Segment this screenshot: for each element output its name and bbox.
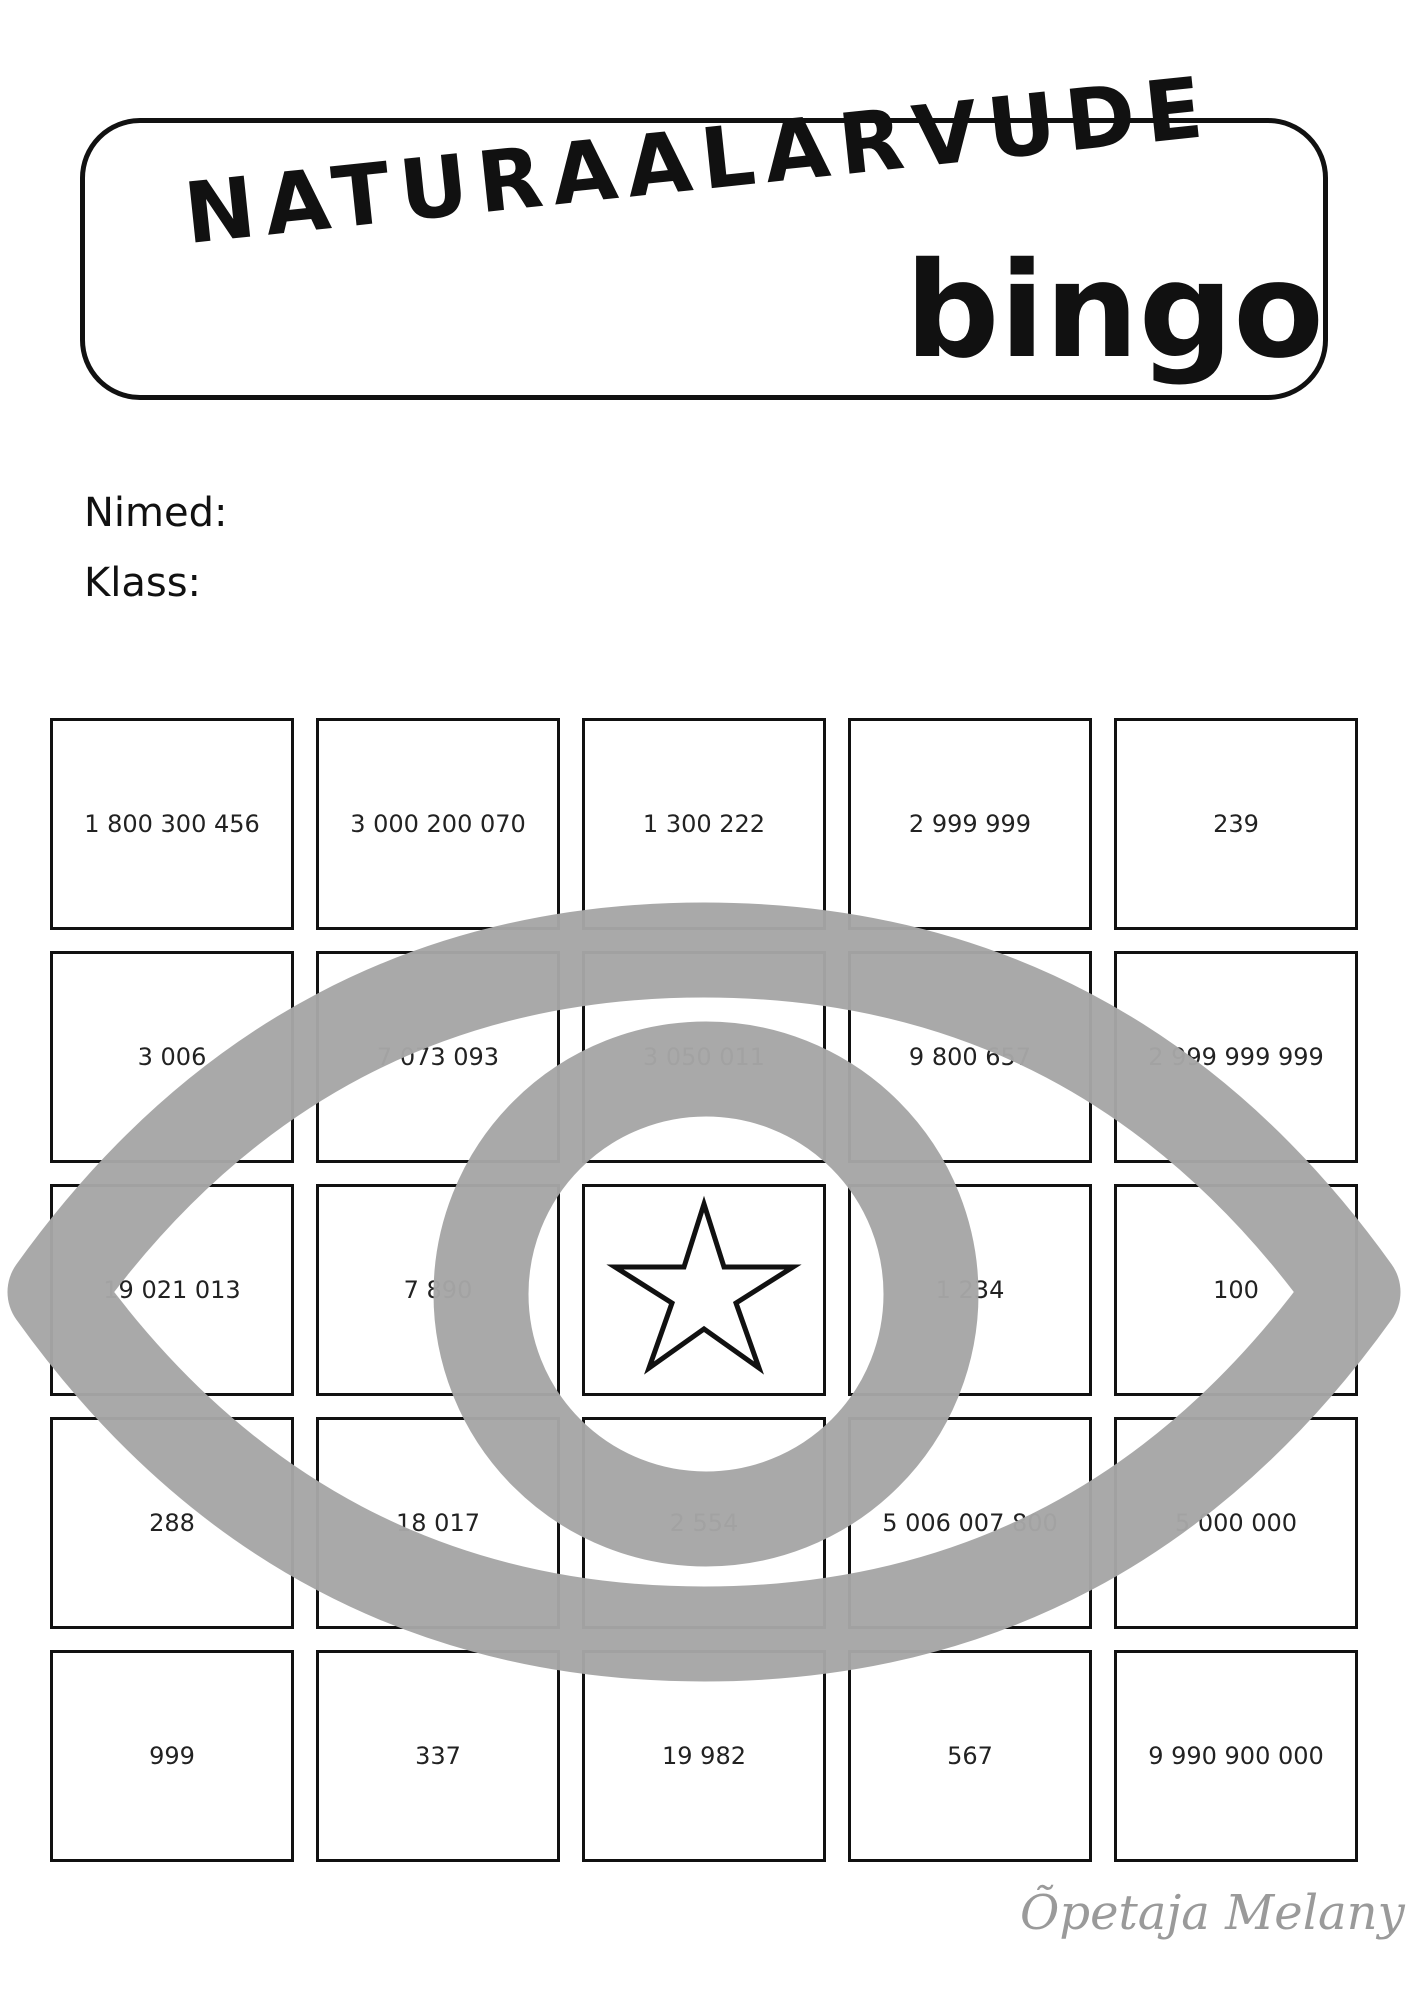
bingo-cell bbox=[1114, 1417, 1358, 1629]
cell-number: 567 bbox=[947, 1742, 993, 1770]
bingo-cell bbox=[50, 718, 294, 930]
bingo-cell bbox=[582, 1650, 826, 1862]
bingo-cell bbox=[848, 718, 1092, 930]
bingo-cell bbox=[1114, 1184, 1358, 1396]
bingo-cell bbox=[582, 951, 826, 1163]
cell-number: 1 800 300 456 bbox=[84, 810, 260, 838]
cell-number: 3 006 bbox=[137, 1043, 207, 1071]
bingo-cell bbox=[1114, 718, 1358, 930]
names-label: Nimed: bbox=[84, 490, 228, 536]
bingo-cell bbox=[1114, 1650, 1358, 1862]
cell-number: 2 999 999 999 bbox=[1148, 1043, 1324, 1071]
cell-number: 5 006 007 800 bbox=[882, 1509, 1058, 1537]
cell-number: 19 982 bbox=[662, 1742, 746, 1770]
bingo-cell bbox=[50, 1650, 294, 1862]
cell-number: 9 800 657 bbox=[908, 1043, 1032, 1071]
bingo-cell bbox=[316, 1417, 560, 1629]
title-line2: bingo bbox=[905, 234, 1324, 388]
bingo-cell bbox=[848, 1417, 1092, 1629]
cell-number: 2 999 999 bbox=[908, 810, 1032, 838]
cell-number: 18 017 bbox=[396, 1509, 480, 1537]
bingo-cell bbox=[50, 951, 294, 1163]
cell-number: 288 bbox=[149, 1509, 195, 1537]
bingo-cell bbox=[50, 1184, 294, 1396]
cell-number: 19 021 013 bbox=[103, 1276, 241, 1304]
bingo-cell bbox=[1114, 951, 1358, 1163]
cell-number: 9 990 900 000 bbox=[1148, 1742, 1324, 1770]
star-icon bbox=[594, 1190, 814, 1390]
bingo-board bbox=[50, 718, 1362, 1866]
signature: Õpetaja Melany bbox=[1020, 1885, 1405, 1941]
bingo-free-cell bbox=[582, 1184, 826, 1396]
cell-number: 1 234 bbox=[935, 1276, 1005, 1304]
bingo-cell bbox=[316, 718, 560, 930]
bingo-cell bbox=[316, 1650, 560, 1862]
bingo-cell bbox=[582, 1417, 826, 1629]
cell-number: 3 000 200 070 bbox=[350, 810, 526, 838]
cell-number: 239 bbox=[1213, 810, 1259, 838]
bingo-cell bbox=[582, 718, 826, 930]
cell-number: 3 050 011 bbox=[642, 1043, 766, 1071]
cell-number: 2 554 bbox=[669, 1509, 739, 1537]
bingo-cell bbox=[316, 1184, 560, 1396]
bingo-cell bbox=[848, 1184, 1092, 1396]
title-line1: NATURAALARVUDE bbox=[179, 57, 1217, 263]
cell-number: 5 000 000 bbox=[1174, 1509, 1298, 1537]
class-label: Klass: bbox=[84, 560, 202, 606]
cell-number: 1 300 222 bbox=[642, 810, 766, 838]
cell-number: 7 890 bbox=[403, 1276, 473, 1304]
cell-number: 999 bbox=[149, 1742, 195, 1770]
cell-number: 337 bbox=[415, 1742, 461, 1770]
bingo-cell bbox=[316, 951, 560, 1163]
cell-number: 100 bbox=[1213, 1276, 1259, 1304]
bingo-cell bbox=[848, 1650, 1092, 1862]
bingo-cell bbox=[50, 1417, 294, 1629]
cell-number: 7 073 093 bbox=[376, 1043, 500, 1071]
bingo-cell bbox=[848, 951, 1092, 1163]
